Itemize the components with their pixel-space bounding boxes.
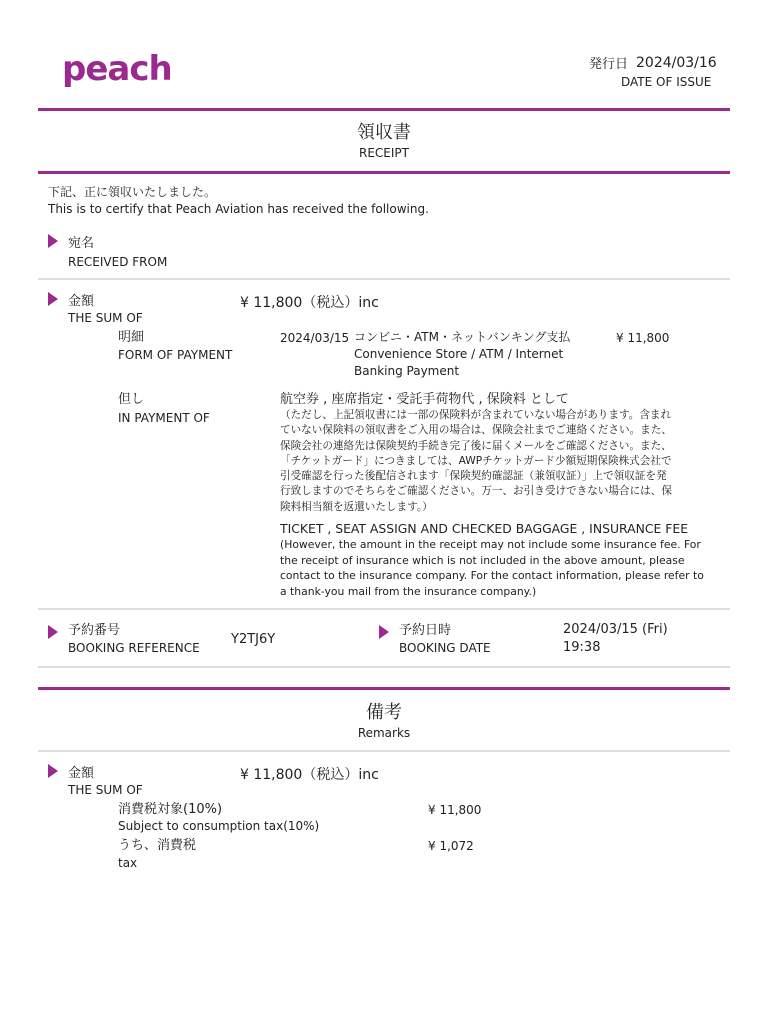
note-en-line: contact to the insurance company. For the contact information, please refer to [280, 569, 704, 582]
payment-of-items-en: TICKET , SEAT ASSIGN AND CHECKED BAGGAGE , INSURANCE FEE [280, 521, 689, 536]
divider-remarks [38, 687, 730, 690]
divider-top [38, 108, 730, 111]
tax-label-ja: うち、消費税 [118, 838, 197, 853]
note-ja-line: 「チケットガード」につきましては、AWPチケットガード少額短期保険株式会社で [280, 454, 672, 467]
booking-ref-label-en: BOOKING REFERENCE [68, 641, 200, 655]
booking-date-value: 2024/03/15 (Fri) [563, 622, 668, 637]
taxable-amount: ¥ 11,800 [428, 803, 482, 817]
note-ja-line: 引受確認を行った後配信されます「保険契約確認証（兼領収証）」上で領収証を発 [280, 470, 667, 483]
booking-date-label-ja: 予約日時 [399, 623, 452, 638]
booking-time-value: 19:38 [563, 640, 601, 655]
note-en-line: a thank-you mail from the insurance company.) [280, 584, 537, 598]
payment-method-ja: コンビニ・ATM・ネットバンキング支払 [354, 330, 571, 344]
payment-of-label-en: IN PAYMENT OF [118, 411, 210, 425]
receipt-title-en: RECEIPT [359, 146, 409, 160]
payment-label-ja: 明細 [118, 330, 145, 345]
caret-icon [379, 625, 389, 639]
peach-logo: peach [62, 49, 172, 89]
note-ja-line: （ただし、上記領収書には一部の保険料が含まれていない場合があります。含まれ [280, 409, 672, 421]
payment-method-en-1: Convenience Store / ATM / Internet [354, 347, 564, 361]
payment-amount: ¥ 11,800 [616, 331, 670, 345]
note-ja-line: 保険会社の連絡先は保険契約手続き完了後に届くメールをご確認ください。また、 [280, 439, 672, 452]
taxable-label-ja: 消費税対象(10%) [118, 802, 223, 817]
payment-of-note-en [280, 537, 720, 599]
note-en-line: (However, the amount in the receipt may not include some insurance fee. For [280, 538, 701, 551]
received-from-label-ja: 宛名 [68, 236, 95, 251]
divider-title [38, 171, 730, 174]
payment-of-label-ja: 但し [118, 392, 145, 407]
issue-date-label-ja: 発行日 [589, 57, 629, 72]
payment-of-note-ja [280, 408, 720, 515]
sum-label-ja: 金額 [68, 294, 95, 309]
intro-ja: 下記、正に領収いたしました。 [48, 185, 217, 199]
payment-date: 2024/03/15 [280, 331, 350, 345]
sum-amount: ¥ 11,800（税込）inc [240, 295, 379, 311]
issue-date-label-en: DATE OF ISSUE [621, 75, 712, 89]
intro-en: This is to certify that Peach Aviation has received the following. [48, 202, 429, 216]
caret-icon [48, 234, 58, 248]
remarks-sum-label-ja: 金額 [68, 766, 95, 781]
tax-amount: ¥ 1,072 [428, 839, 474, 853]
note-en-line: the receipt of insurance which is not included in the above amount, please [280, 553, 685, 567]
booking-ref-value: Y2TJ6Y [231, 632, 276, 647]
caret-icon [48, 764, 58, 778]
divider-remarks-title [38, 750, 730, 752]
taxable-label-en: Subject to consumption tax(10%) [118, 819, 320, 833]
remarks-sum-label-en: THE SUM OF [68, 783, 143, 797]
caret-icon [48, 292, 58, 306]
divider-booking [38, 666, 730, 668]
remarks-title-ja: 備考 [366, 702, 402, 723]
note-ja-line: 険料相当額を返還いたします。） [280, 500, 433, 513]
note-ja-line: 行致しますのでそちらをご確認ください。万一、お引き受けできない場合には、保 [280, 485, 672, 498]
remarks-title-en: Remarks [357, 726, 411, 740]
receipt-title-ja: 領収書 [357, 122, 411, 143]
note-ja-line: ていない保険料の領収書をご入用の場合は、保険会社までご連絡ください。また、 [280, 424, 672, 437]
remarks-sum-amount: ¥ 11,800（税込）inc [240, 767, 379, 783]
received-from-label-en: RECEIVED FROM [68, 255, 168, 269]
issue-date: 2024/03/16 [636, 55, 717, 71]
caret-icon [48, 625, 58, 639]
tax-label-en: tax [118, 856, 138, 870]
divider-received [38, 278, 730, 280]
booking-ref-label-ja: 予約番号 [68, 623, 121, 638]
payment-method-en-2: Banking Payment [354, 364, 460, 378]
sum-label-en: THE SUM OF [68, 311, 143, 325]
booking-date-label-en: BOOKING DATE [399, 641, 491, 655]
divider-payment [38, 608, 730, 610]
payment-of-items-ja: 航空券 , 座席指定・受託手荷物代 , 保険料 として [280, 392, 569, 407]
payment-label-en: FORM OF PAYMENT [118, 348, 233, 362]
